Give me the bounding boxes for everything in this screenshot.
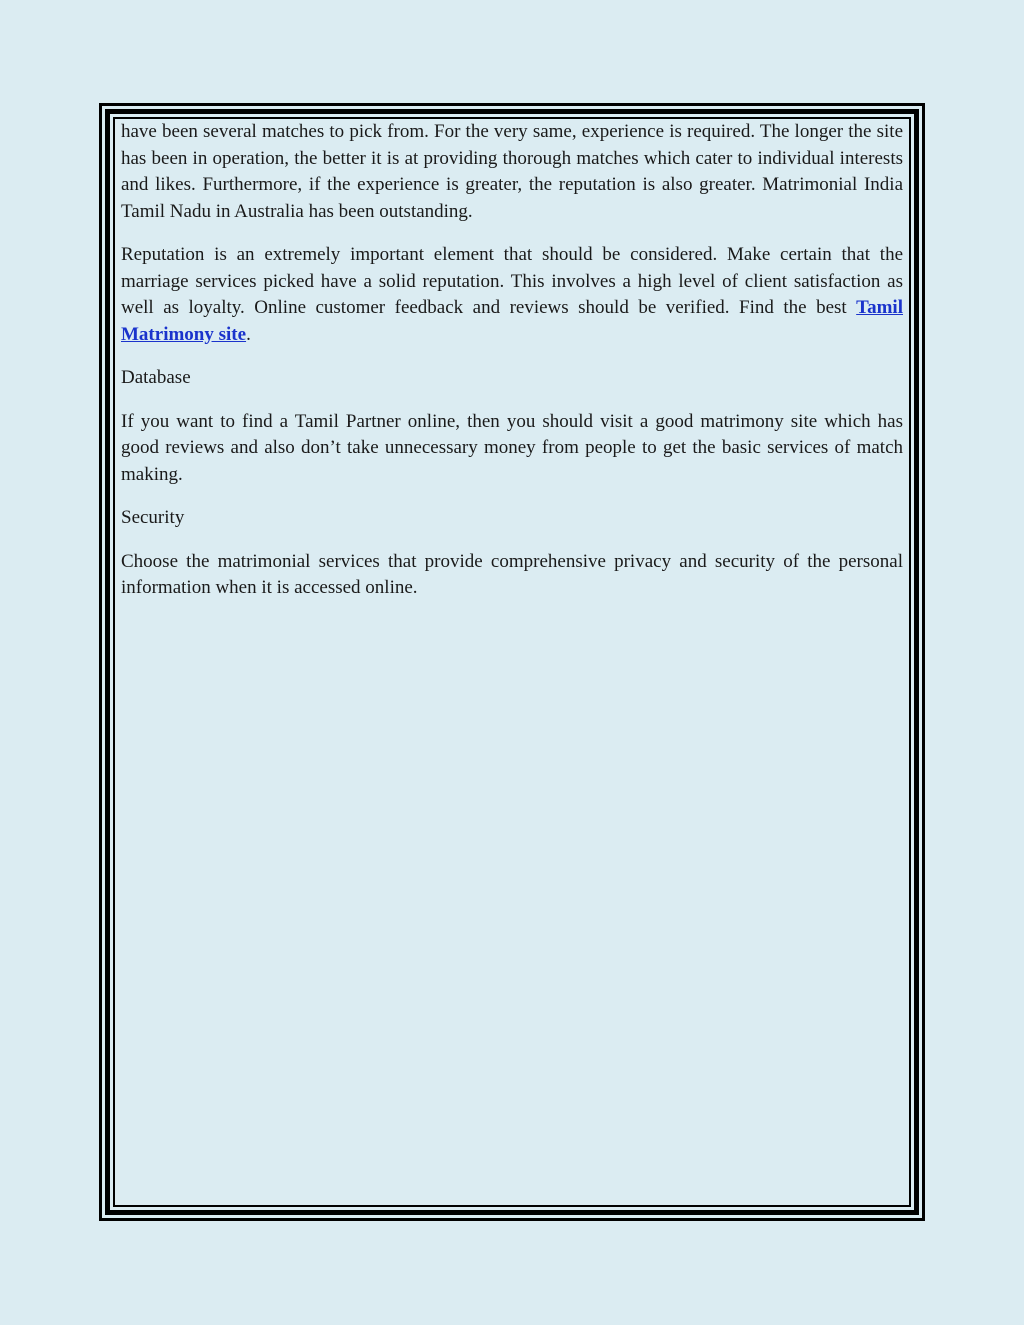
- document-body: [121, 119, 903, 619]
- heading-database: Database: [121, 367, 191, 388]
- paragraph-reputation-text: Reputation is an extremely important element that should be considered. Make certain that the marriage services picked have a solid reputation. This involves a high level of client satisfaction as well as loyalty. Online customer feedback and reviews should be verified. Find the best: [121, 244, 903, 318]
- paragraph-database: If you want to find a Tamil Partner online, then you should visit a good matrimony site which has good reviews and also don’t take unnecessary money from people to get the basic services of match making.: [121, 410, 903, 485]
- paragraph-reputation-end: .: [246, 323, 251, 345]
- paragraph-experience: have been several matches to pick from. For the very same, experience is required. The longer the site has been in operation, the better it is at providing thorough matches which cater to individual interests and likes. Furthermore, if the experience is greater, the reputation is also greater. Matrimonial India Tamil Nadu in Australia has been outstanding.: [121, 121, 903, 222]
- tamil-matrimony-link[interactable]: Tamil Matrimony site: [121, 297, 903, 345]
- heading-security: Security: [121, 507, 185, 528]
- paragraph-reputation: [121, 242, 903, 348]
- paragraph-security: Choose the matrimonial services that provide comprehensive privacy and security of the personal information when it is accessed online.: [121, 550, 903, 598]
